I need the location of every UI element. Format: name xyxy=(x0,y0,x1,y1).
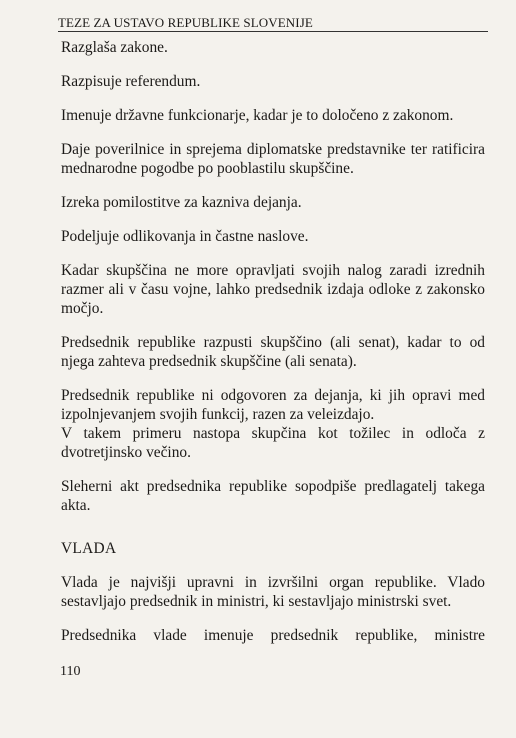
running-head: TEZE ZA USTAVO REPUBLIKE SLOVENIJE xyxy=(58,15,488,32)
page-body xyxy=(61,38,485,660)
paragraph: Imenuje državne funkcionarje, kadar je to določeno z zakonom. xyxy=(61,107,454,124)
paragraph: Vlada je najvišji upravni in izvršilni organ republike. Vlado sestavljajo predsednik in ministri, ki sestavljajo ministrski svet. xyxy=(61,574,485,610)
paragraph: V takem primeru nastopa skupčina kot tožilec in odloča z dvotretjinsko večino. xyxy=(61,425,485,461)
paragraph: Predsednik republike razpusti skupščino (ali senat), kadar to od njega zahteva predsednik skupščine (ali senata). xyxy=(61,334,485,370)
paragraph: Predsednik republike ni odgovoren za dejanja, ki jih opravi med izpolnjevanjem svojih funkcij, razen za veleizdajo. xyxy=(61,387,485,423)
paragraph: Sleherni akt predsednika republike sopodpiše predlagatelj takega akta. xyxy=(61,478,485,514)
paragraph: Kadar skupščina ne more opravljati svojih nalog zaradi izrednih razmer ali v času vojne, lahko predsednik izdaja odloke z zakonsko močjo. xyxy=(61,262,485,317)
section-heading: VLADA xyxy=(61,540,117,557)
paragraph: Razpisuje referendum. xyxy=(61,73,201,90)
paragraph: Razglaša zakone. xyxy=(61,39,168,56)
paragraph: Predsednika vlade imenuje predsednik republike, ministre xyxy=(61,627,485,644)
paragraph: Daje poverilnice in sprejema diplomatske predstavnike ter ratificira mednarodne pogodbe po pooblastilu skupščine. xyxy=(61,141,485,177)
paragraph: Izreka pomilostitve za kazniva dejanja. xyxy=(61,194,302,211)
page-number: 110 xyxy=(60,664,81,679)
paragraph: Podeljuje odlikovanja in častne naslove. xyxy=(61,228,309,245)
